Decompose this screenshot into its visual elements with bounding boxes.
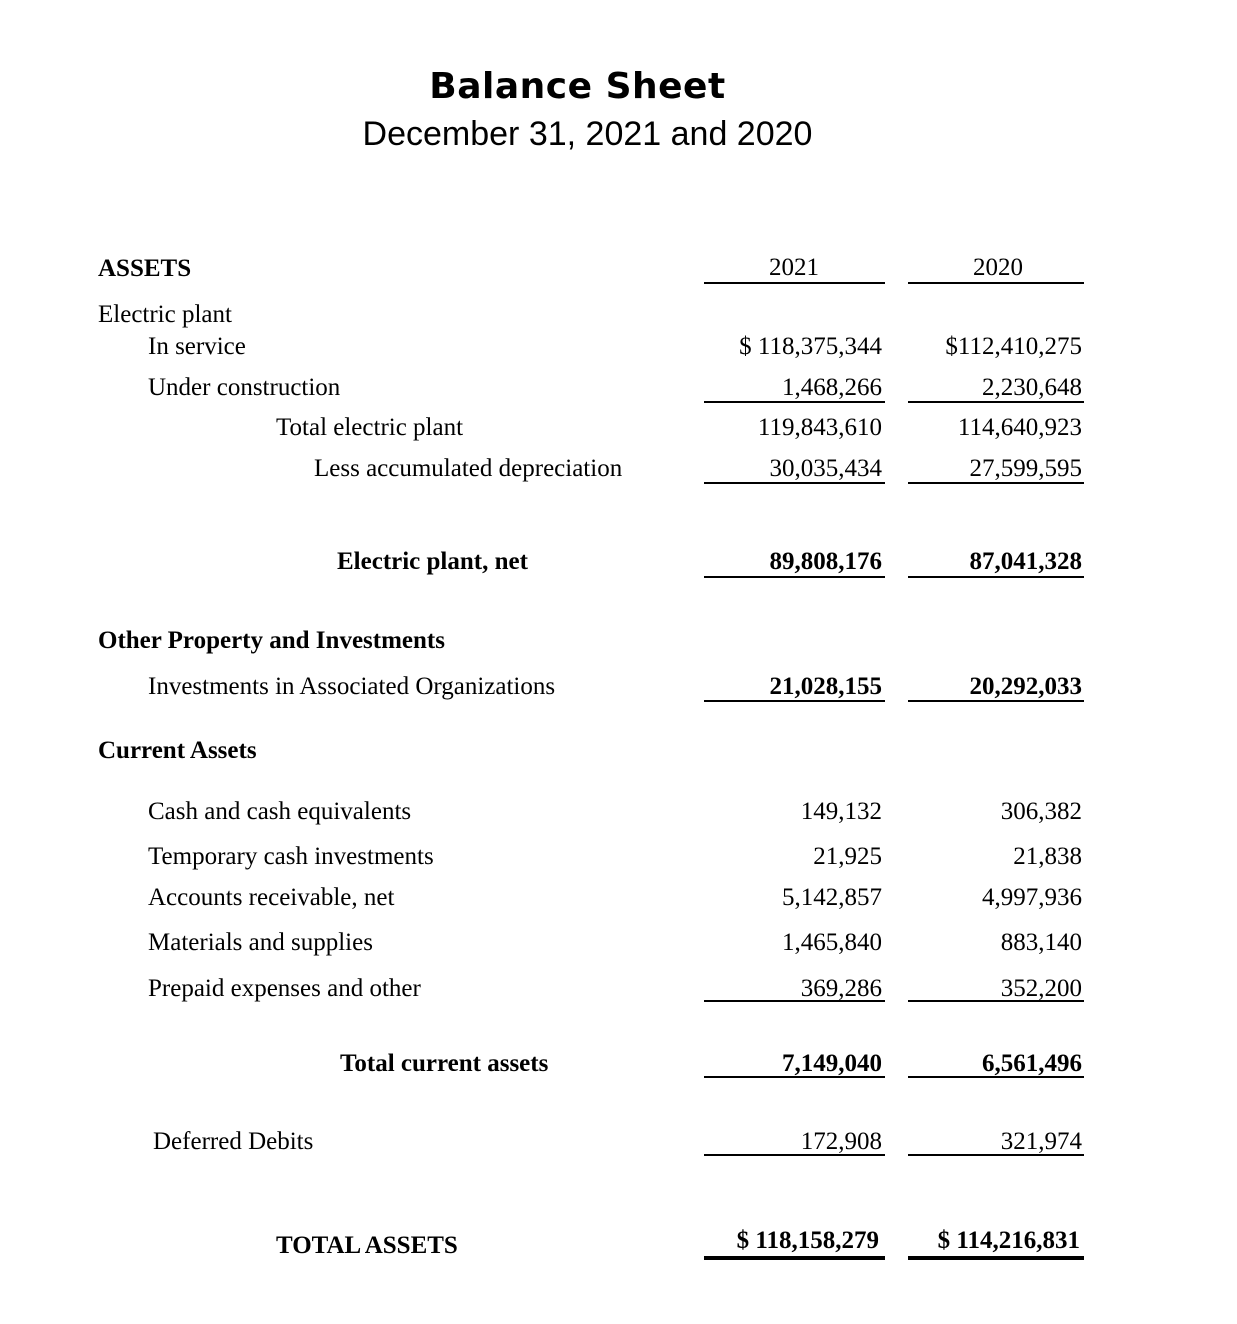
value-deferred-debits-2021: 172,908: [800, 1128, 882, 1155]
row-label-prepaid: Prepaid expenses and other: [148, 975, 421, 1002]
row-label-materials: Materials and supplies: [148, 929, 373, 956]
value-deferred-debits-2020: 321,974: [1000, 1128, 1082, 1155]
section-current-assets: Current Assets: [98, 737, 257, 764]
page-title: Balance Sheet: [429, 66, 726, 107]
prepaid-rule-2021: [704, 1000, 885, 1002]
page-subtitle: December 31, 2021 and 2020: [362, 115, 813, 153]
value-total-assets-2021: $ 118,158,279: [736, 1227, 879, 1254]
row-label-less-depreciation: Less accumulated depreciation: [314, 455, 623, 482]
value-cash-2020: 306,382: [1000, 798, 1082, 825]
depreciation-rule-2020: [908, 482, 1084, 484]
subtotal-rule-2021: [704, 401, 885, 403]
net-rule-2021: [704, 576, 885, 578]
deferred-rule-2021: [704, 1154, 885, 1156]
row-label-accounts-receivable: Accounts receivable, net: [148, 884, 395, 911]
subtotal-rule-2020: [908, 401, 1084, 403]
investments-rule-2021: [704, 700, 885, 702]
value-accounts-receivable-2021: 5,142,857: [782, 884, 882, 911]
header-rule-2020: [908, 282, 1084, 284]
row-label-investments-associated: Investments in Associated Organizations: [148, 673, 556, 700]
current-assets-rule-2021: [704, 1076, 885, 1078]
row-label-total-electric-plant: Total electric plant: [276, 414, 464, 441]
value-electric-plant-net-2021: 89,808,176: [769, 548, 882, 575]
value-investments-associated-2020: 20,292,033: [969, 673, 1082, 700]
row-label-total-current-assets: Total current assets: [340, 1050, 549, 1077]
net-rule-2020: [908, 576, 1084, 578]
value-under-construction-2021: 1,468,266: [782, 374, 882, 401]
value-materials-2020: 883,140: [1000, 929, 1082, 956]
value-total-current-assets-2021: 7,149,040: [782, 1050, 882, 1077]
header-rule-2021: [704, 282, 885, 284]
value-total-current-assets-2020: 6,561,496: [982, 1050, 1082, 1077]
value-total-electric-plant-2021: 119,843,610: [757, 414, 882, 441]
row-label-cash: Cash and cash equivalents: [148, 798, 412, 825]
value-prepaid-2021: 369,286: [800, 975, 882, 1002]
total-assets-rule-2020: [908, 1256, 1084, 1260]
value-in-service-2021: $ 118,375,344: [739, 333, 882, 360]
value-less-depreciation-2020: 27,599,595: [969, 455, 1082, 482]
value-electric-plant-net-2020: 87,041,328: [969, 548, 1082, 575]
value-cash-2021: 149,132: [800, 798, 882, 825]
total-assets-rule-2021: [704, 1256, 885, 1260]
depreciation-rule-2021: [704, 482, 885, 484]
value-prepaid-2020: 352,200: [1000, 975, 1082, 1002]
value-accounts-receivable-2020: 4,997,936: [982, 884, 1082, 911]
value-materials-2021: 1,465,840: [782, 929, 882, 956]
value-under-construction-2020: 2,230,648: [982, 374, 1082, 401]
assets-heading: ASSETS: [98, 255, 192, 282]
section-other-property: Other Property and Investments: [98, 627, 445, 654]
value-investments-associated-2021: 21,028,155: [769, 673, 882, 700]
value-in-service-2020: $112,410,275: [945, 333, 1082, 360]
row-label-temporary-cash: Temporary cash investments: [148, 843, 434, 870]
value-less-depreciation-2021: 30,035,434: [769, 455, 882, 482]
value-temporary-cash-2020: 21,838: [1013, 843, 1082, 870]
current-assets-rule-2020: [908, 1076, 1084, 1078]
value-total-electric-plant-2020: 114,640,923: [957, 414, 1082, 441]
row-label-deferred-debits: Deferred Debits: [153, 1128, 314, 1155]
investments-rule-2020: [908, 700, 1084, 702]
section-electric-plant: Electric plant: [98, 301, 232, 328]
row-label-under-construction: Under construction: [148, 374, 341, 401]
deferred-rule-2020: [908, 1154, 1084, 1156]
column-header-2020: 2020: [973, 254, 1023, 281]
prepaid-rule-2020: [908, 1000, 1084, 1002]
value-total-assets-2020: $ 114,216,831: [937, 1227, 1080, 1254]
value-temporary-cash-2021: 21,925: [813, 843, 882, 870]
row-label-total-assets: TOTAL ASSETS: [276, 1232, 458, 1259]
column-header-2021: 2021: [769, 254, 819, 281]
row-label-in-service: In service: [148, 333, 246, 360]
row-label-electric-plant-net: Electric plant, net: [337, 548, 528, 575]
